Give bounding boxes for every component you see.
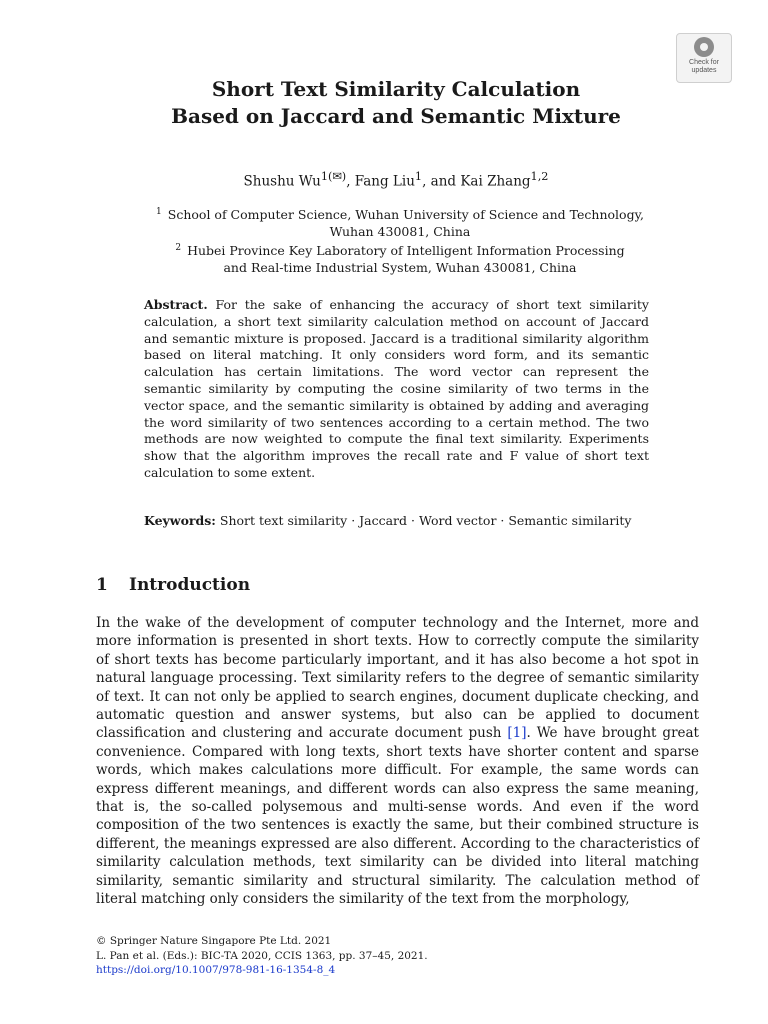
keywords-text: Short text similarity · Jaccard · Word vector · Semantic similarity	[219, 513, 632, 528]
affiliation-1-line-2: Wuhan 430081, China	[329, 224, 471, 240]
abstract	[144, 297, 649, 482]
author-3-mark: 1,2	[530, 170, 549, 183]
keywords-label: Keywords:	[144, 513, 216, 528]
proceedings-line: L. Pan et al. (Eds.): BIC-TA 2020, CCIS 1363, pp. 37–45, 2021.	[96, 949, 428, 962]
badge-line-2: updates	[691, 66, 717, 74]
badge-line-1: Check for	[689, 59, 719, 66]
affiliation-2-mark: 2	[175, 243, 182, 254]
affiliation-1-line-1: School of Computer Science, Wuhan University of Science and Technology,	[167, 207, 644, 223]
author-list: Shushu $Wu^{1(✉)}$, Fang Liu$^1$, and Kai Zhang$^{1,2}$	[243, 170, 549, 190]
affiliation-2	[120, 240, 680, 276]
title-line-2: Based on Jaccard and Semantic Mixture	[171, 104, 621, 128]
affiliation-2-line-2: and Real-time Industrial System, Wuhan 430081, China	[223, 260, 577, 276]
section-title: Introduction	[129, 575, 251, 595]
section-heading	[96, 575, 250, 595]
badge-text	[689, 59, 719, 74]
author-3: and Kai Zhang	[430, 173, 531, 190]
doi-link[interactable]: https://doi.org/10.1007/978-981-16-1354-8_4	[96, 964, 336, 976]
author-2-mark: 1	[414, 170, 423, 183]
affiliation-2-line-1: Hubei Province Key Laboratory of Intelligent Information Processing	[187, 243, 625, 259]
intro-text-2: . We have brought great convenience. Compared with long texts, short texts have shorter content and sparse words, which makes calculations more difficult. For example, the same words can express different meanings, and different words can also express the same meaning, that is, the so-called polysemous and multi-sense words. And even if the word composition of the two sentences is exactly the same, but their combined structure is different, the meanings expressed are also different. According to the characteristics of similarity calculation methods, text similarity can be divided into literal matching similarity, semantic similarity and structural similarity. The calculation method of literal matching only considers the similarity of the text from the morphology,	[96, 725, 699, 908]
affiliations	[120, 204, 680, 276]
section-number: 1	[96, 575, 108, 595]
abstract-text: For the sake of enhancing the accuracy of short text similarity calculation, a short text similarity calculation method on account of Jaccard and semantic mixture is proposed. Jaccard is a traditional similarity algorithm based on literal matching. It only considers word form, and its semantic calculation has certain limitations. The word vector can represent the semantic similarity by computing the cosine similarity of two terms in the vector space, and the semantic similarity is obtained by adding and averaging the word similarity of two sentences according to a certain method. The two methods are now weighted to compute the final text similarity. Experiments show that the algorithm improves the recall rate and F value of short text calculation to some extent.	[144, 297, 649, 480]
copyright-line: © Springer Nature Singapore Pte Ltd. 2021	[96, 935, 332, 947]
affiliation-1-mark: 1	[156, 207, 162, 217]
intro-paragraph	[96, 614, 699, 909]
author-2: Fang Liu	[354, 173, 415, 190]
intro-text-1: In the wake of the development of computer technology and the Internet, more and more information is presented in short texts. How to correctly compute the similarity of short texts has become particularly important, and it has also become a hot spot in natural language processing. Text similarity refers to the degree of semantic similarity of text. It can not only be applied to search engines, document duplicate checking, and automatic question and answer systems, but also can be applied to document classification and clustering and accurate document push	[96, 615, 699, 742]
title-line-1: Short Text Similarity Calculation	[211, 77, 581, 101]
author-1: Shushu Wu	[243, 173, 321, 190]
footer	[96, 934, 428, 978]
abstract-label: Abstract.	[144, 297, 208, 312]
affiliation-1	[120, 204, 680, 240]
citation-link[interactable]: [1]	[507, 725, 527, 742]
crossmark-icon	[694, 37, 714, 57]
keywords	[144, 513, 649, 530]
author-1-mark: 1(✉)	[320, 170, 347, 183]
paper-title	[96, 76, 696, 130]
